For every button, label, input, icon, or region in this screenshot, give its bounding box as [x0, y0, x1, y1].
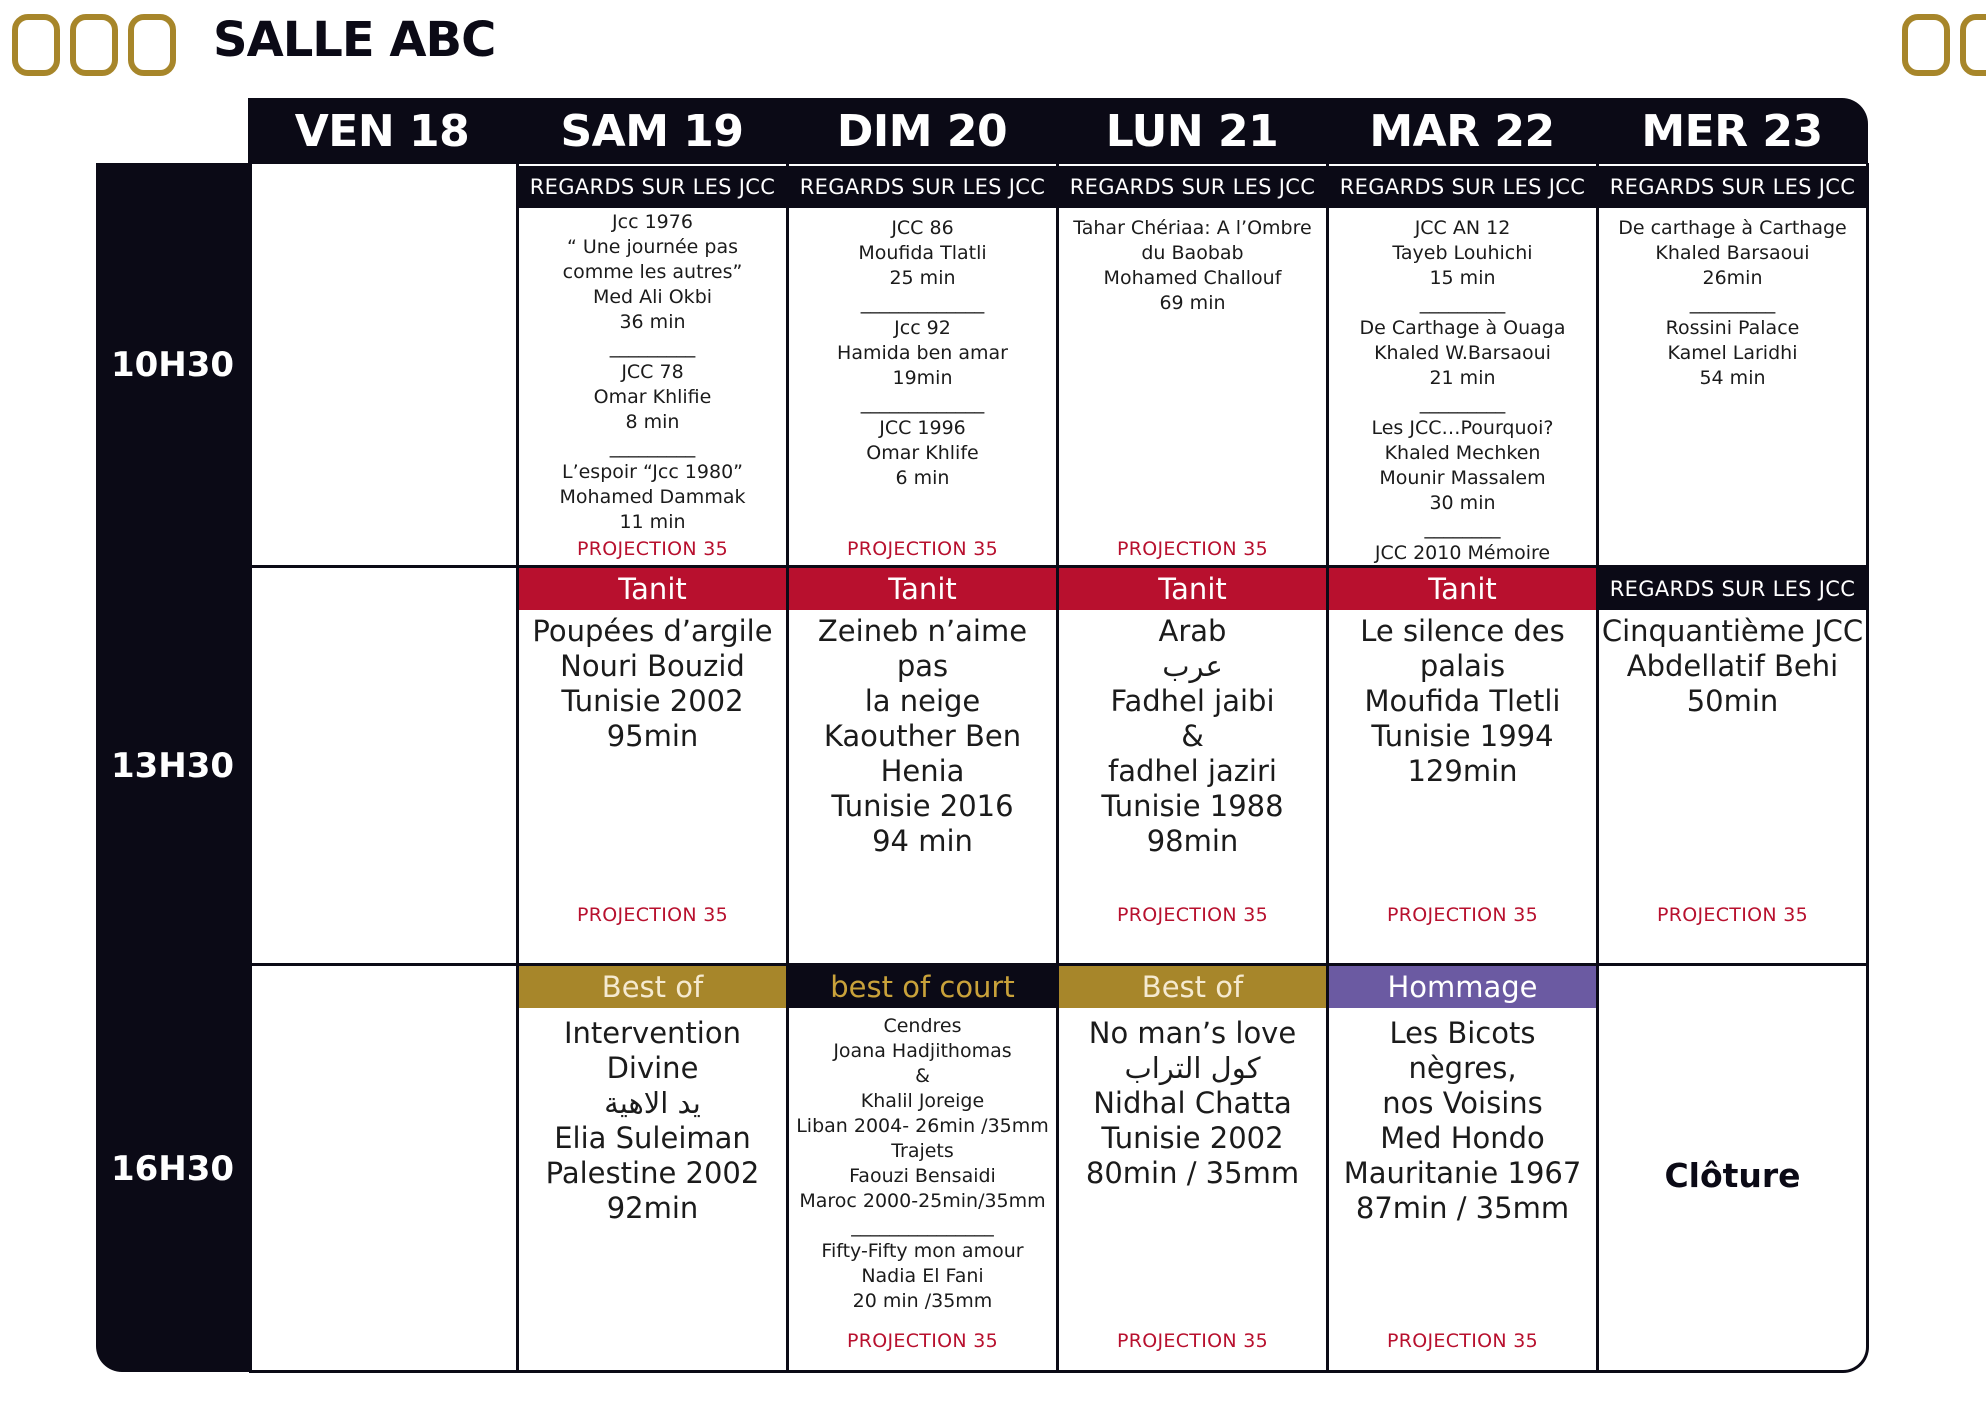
- day-header-bar: [248, 98, 1868, 164]
- session-details: De carthage à Carthage Khaled Barsaoui 26min _________ Rossini Palace Kamel Laridhi 54 min: [1618, 217, 1847, 389]
- session-category: Tanit: [1329, 568, 1596, 610]
- session-details: JCC AN 12 Tayeb Louhichi 15 min _________ De Carthage à Ouaga Khaled W.Barsaoui 21 min _________ Les JCC…Pourquoi? Khaled Mechken Mounir Massalem 30 min ________ JCC 2010 Mémoire: [1359, 217, 1566, 564]
- session-cell: [789, 568, 1056, 963]
- time-label: 13H30: [110, 746, 235, 786]
- session-cell: [1329, 166, 1596, 565]
- projection-label: PROJECTION 35: [1387, 904, 1538, 926]
- session-category: Tanit: [1059, 568, 1326, 610]
- session-cell: [1059, 166, 1326, 565]
- logo-rings-left: [12, 14, 176, 76]
- projection-label: PROJECTION 35: [847, 538, 998, 560]
- day-header: VEN 18: [294, 105, 470, 157]
- session-details: Arab عرب Fadhel jaibi & fadhel jaziri Tunisie 1988 98min: [1101, 614, 1284, 858]
- session-category: Tanit: [789, 568, 1056, 610]
- time-label: 10H30: [110, 345, 235, 385]
- ring-icon: [128, 14, 176, 76]
- session-details: Poupées d’argile Nouri Bouzid Tunisie 2002 95min: [532, 614, 773, 753]
- session-details: Cendres Joana Hadjithomas & Khalil Joreige Liban 2004- 26min /35mm Trajets Faouzi Bensaidi Maroc 2000-25min/35mm _______________ Fifty-Fifty mon amour Nadia El Fani 20 min /35mm: [796, 1015, 1049, 1312]
- session-cell: [1599, 166, 1866, 565]
- session-details: JCC 86 Moufida Tlatli 25 min _____________ Jcc 92 Hamida ben amar 19min _____________ JCC 1996 Omar Khlife 6 min: [837, 217, 1008, 489]
- closing-label: Clôture: [1664, 1156, 1801, 1195]
- grid-line: [249, 163, 252, 1373]
- logo-rings-right: [1902, 14, 1986, 76]
- session-category: Hommage: [1329, 966, 1596, 1008]
- session-cell: [519, 966, 786, 1370]
- session-category: Tanit: [519, 568, 786, 610]
- session-cell: [1329, 568, 1596, 963]
- session-cell: [1599, 966, 1866, 1370]
- session-cell: [789, 166, 1056, 565]
- session-details: Jcc 1976 “ Une journée pas comme les autres” Med Ali Okbi 36 min _________ JCC 78 Omar Khlifie 8 min _________ L’espoir “Jcc 1980” Mohamed Dammak 11 min: [559, 211, 746, 533]
- projection-label: PROJECTION 35: [847, 1330, 998, 1352]
- session-category: REGARDS SUR LES JCC: [1329, 166, 1596, 208]
- session-category: REGARDS SUR LES JCC: [519, 166, 786, 208]
- ring-icon: [1960, 14, 1986, 76]
- session-category: Best of: [1059, 966, 1326, 1008]
- day-header: MER 23: [1641, 105, 1823, 157]
- session-category: REGARDS SUR LES JCC: [1599, 166, 1866, 208]
- day-header: DIM 20: [836, 105, 1008, 157]
- session-category: REGARDS SUR LES JCC: [1599, 568, 1866, 610]
- session-cell: [1329, 966, 1596, 1370]
- projection-label: PROJECTION 35: [577, 538, 728, 560]
- session-cell: [1599, 568, 1866, 963]
- session-category: REGARDS SUR LES JCC: [1059, 166, 1326, 208]
- day-header: SAM 19: [560, 105, 744, 157]
- session-category: Best of: [519, 966, 786, 1008]
- projection-label: PROJECTION 35: [577, 904, 728, 926]
- projection-label: PROJECTION 35: [1117, 1330, 1268, 1352]
- session-cell: [519, 568, 786, 963]
- ring-icon: [70, 14, 118, 76]
- session-details: Intervention Divine يد الاهية Elia Suleiman Palestine 2002 92min: [545, 1016, 760, 1225]
- session-cell: [1059, 568, 1326, 963]
- day-header: LUN 21: [1105, 105, 1279, 157]
- session-details: Les Bicots nègres, nos Voisins Med Hondo Mauritanie 1967 87min / 35mm: [1343, 1016, 1582, 1225]
- session-details: No man’s love كول التراب Nidhal Chatta Tunisie 2002 80min / 35mm: [1085, 1016, 1300, 1190]
- day-header: MAR 22: [1369, 105, 1555, 157]
- session-cell: [789, 966, 1056, 1370]
- session-details: Tahar Chériaa: A l’Ombre du Baobab Mohamed Challouf 69 min: [1073, 217, 1312, 314]
- session-category: REGARDS SUR LES JCC: [789, 166, 1056, 208]
- page-title: SALLE ABC: [213, 12, 496, 68]
- ring-icon: [12, 14, 60, 76]
- session-cell: [1059, 966, 1326, 1370]
- session-category: best of court: [789, 966, 1056, 1008]
- projection-label: PROJECTION 35: [1117, 904, 1268, 926]
- projection-label: PROJECTION 35: [1657, 904, 1808, 926]
- time-label: 16H30: [110, 1148, 235, 1189]
- projection-label: PROJECTION 35: [1387, 1330, 1538, 1352]
- projection-label: PROJECTION 35: [1117, 538, 1268, 560]
- session-details: Le silence des palais Moufida Tletli Tunisie 1994 129min: [1360, 614, 1565, 788]
- session-details: Zeineb n’aime pas la neige Kaouther Ben Henia Tunisie 2016 94 min: [817, 614, 1028, 858]
- session-cell: [519, 166, 786, 565]
- time-column: [96, 163, 249, 1372]
- session-details: Cinquantième JCC Abdellatif Behi 50min: [1601, 614, 1864, 718]
- ring-icon: [1902, 14, 1950, 76]
